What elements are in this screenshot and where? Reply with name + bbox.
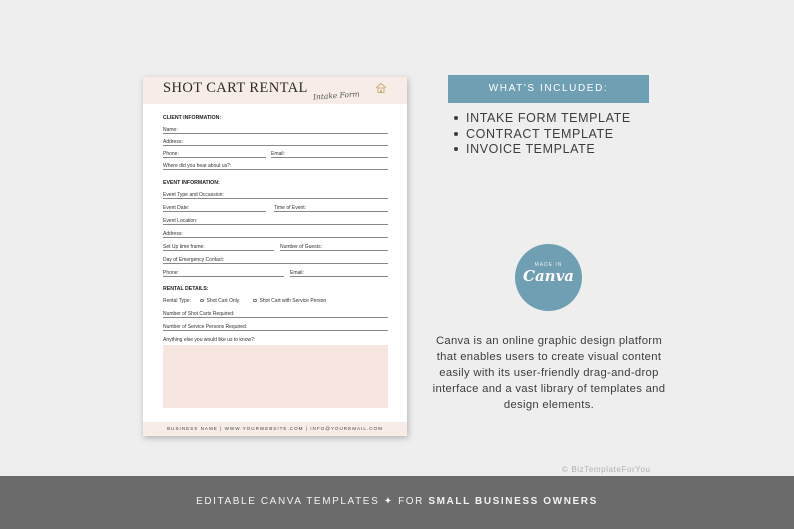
field-phone-email-2: Phone: Email: [163, 270, 388, 278]
section-rental-title: RENTAL DETAILS: [163, 286, 209, 292]
banner-text: EDITABLE CANVA TEMPLATES ✦ FOR SMALL BUSINESS OWNERS [196, 496, 598, 507]
field-address: Address: [163, 139, 388, 147]
form-title: SHOT CART RENTAL [163, 80, 308, 96]
copyright-text: © BizTemplateForYou [562, 465, 651, 474]
section-client-title: CLIENT INFORMATION: [163, 115, 222, 121]
field-event-type: Event Type and Occassion: [163, 192, 388, 200]
house-logo-icon [375, 82, 387, 94]
canva-description: Canva is an online graphic design platform that enables users to create visual content easily with its user-friendly drag-and-drop interface and a vast library of templates and design elements. [432, 335, 666, 411]
form-subtitle: Intake Form [312, 89, 360, 102]
made-in-canva-badge: MADE IN Canva [515, 244, 582, 311]
field-emergency-contact: Day of Emergency Contact: [163, 257, 388, 265]
bullet-icon [454, 132, 458, 136]
field-event-date-time: Event Date: Time of Event: [163, 205, 388, 213]
list-item: INVOICE TEMPLATE [452, 142, 631, 158]
section-event-title: EVENT INFORMATION: [163, 180, 220, 186]
field-setup-guests: Set Up time frame: Number of Guests: [163, 244, 388, 252]
field-event-address: Address: [163, 231, 388, 239]
intake-form-preview [143, 77, 407, 436]
radio-icon [200, 299, 204, 303]
option-shot-cart-only[interactable]: Shot Cart Only [200, 298, 239, 304]
bullet-icon [454, 116, 458, 120]
list-item: CONTRACT TEMPLATE [452, 127, 631, 143]
form-footer [143, 422, 407, 436]
field-carts-required: Number of Shot Carts Required: [163, 311, 388, 319]
bullet-icon [454, 147, 458, 151]
bottom-banner [0, 476, 794, 529]
field-hear-about: Where did you hear about us?: [163, 163, 388, 171]
field-phone-email: Phone: Email: [163, 151, 388, 159]
form-header [143, 77, 407, 104]
field-event-location: Event Location: [163, 218, 388, 226]
notes-textarea[interactable] [163, 345, 388, 408]
included-list [452, 111, 631, 158]
option-shot-cart-with-service[interactable]: Shot Cart with Service Person [253, 298, 326, 304]
field-rental-type: Rental Type: Shot Cart Only Shot Cart with Service Person [163, 298, 327, 304]
form-footer-text: BUSINESS NAME | WWW.YOURWEBSITE.COM | INFO@YOUREMAIL.COM [167, 426, 383, 431]
whats-included-heading: WHAT'S INCLUDED: [448, 75, 649, 103]
field-name: Name: [163, 127, 388, 135]
list-item: INTAKE FORM TEMPLATE [452, 111, 631, 127]
field-persons-required: Number of Service Persons Required: [163, 324, 388, 332]
radio-icon [253, 299, 257, 303]
field-anything-else: Anything else you would like us to know?: [163, 337, 256, 343]
